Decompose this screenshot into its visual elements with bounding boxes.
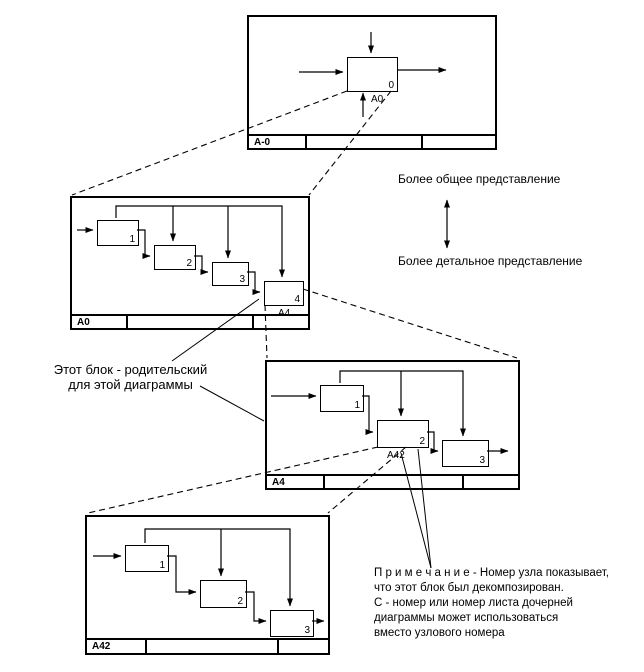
note-line: вместо узлового номера [374, 627, 505, 639]
dashed-decomposition-line [303, 289, 517, 358]
frame-node-label: A4 [272, 476, 285, 488]
frame-node-label: A0 [77, 316, 90, 328]
label-parent-block-line1: Этот блок - родительский [53, 362, 208, 377]
footer-divider [252, 316, 254, 328]
box-number: 4 [294, 294, 300, 305]
a0-box-1 [97, 220, 139, 246]
a-minus-0-box-0 [347, 57, 398, 92]
box-number: 1 [129, 234, 135, 245]
footer-divider [421, 136, 423, 148]
frame-footer [267, 474, 518, 488]
box-number: 3 [479, 455, 485, 466]
a0-box-4 [264, 281, 304, 306]
box-number: 0 [388, 80, 394, 91]
diagram-frame-a4 [265, 360, 520, 490]
box-number: 1 [159, 560, 165, 571]
box-number: 1 [354, 400, 360, 411]
box-number: 2 [186, 258, 192, 269]
diagram-frame-a42 [85, 515, 330, 655]
footer-divider [462, 476, 464, 488]
node-reference-a0: A0 [371, 94, 384, 105]
a4-box-2 [377, 420, 429, 448]
footer-node-cell [249, 136, 307, 148]
footer-node-cell [267, 476, 325, 488]
footer-node-cell [87, 640, 147, 653]
a42-box-3 [270, 610, 314, 637]
frame-footer [249, 134, 495, 148]
diagram-frame-a-minus-0 [247, 15, 497, 150]
frame-footer [72, 314, 308, 328]
note-line: С - номер или номер листа дочерней [374, 597, 573, 609]
note-line: диаграммы может использоваться [374, 612, 559, 624]
note-line: что этот блок был декомпозирован. [374, 582, 564, 594]
label-more-general: Более общее представление [398, 172, 561, 186]
note-block [374, 566, 632, 641]
node-reference-a42: A42 [387, 450, 405, 461]
footer-node-cell [72, 316, 128, 328]
a0-box-3 [212, 262, 249, 286]
footer-divider [277, 640, 279, 653]
a0-box-2 [154, 245, 196, 270]
diagram-frame-a0 [70, 196, 310, 330]
note-line: П р и м е ч а н и е - Номер узла показывает, [374, 567, 609, 579]
frame-node-label: A42 [92, 641, 111, 652]
box-number: 3 [239, 274, 245, 285]
box-number: 2 [419, 436, 425, 447]
label-parent-block-line2: для этой диаграммы [68, 377, 193, 392]
a4-box-3 [442, 440, 489, 467]
a42-box-1 [125, 545, 169, 572]
a4-box-1 [320, 385, 364, 412]
a42-box-2 [200, 580, 247, 608]
box-number: 2 [237, 596, 243, 607]
box-number: 3 [304, 625, 310, 636]
label-parent-block [28, 362, 233, 392]
label-more-detailed: Более детальное представление [398, 254, 583, 268]
frame-node-label: A-0 [254, 136, 271, 148]
frame-footer [87, 638, 328, 653]
